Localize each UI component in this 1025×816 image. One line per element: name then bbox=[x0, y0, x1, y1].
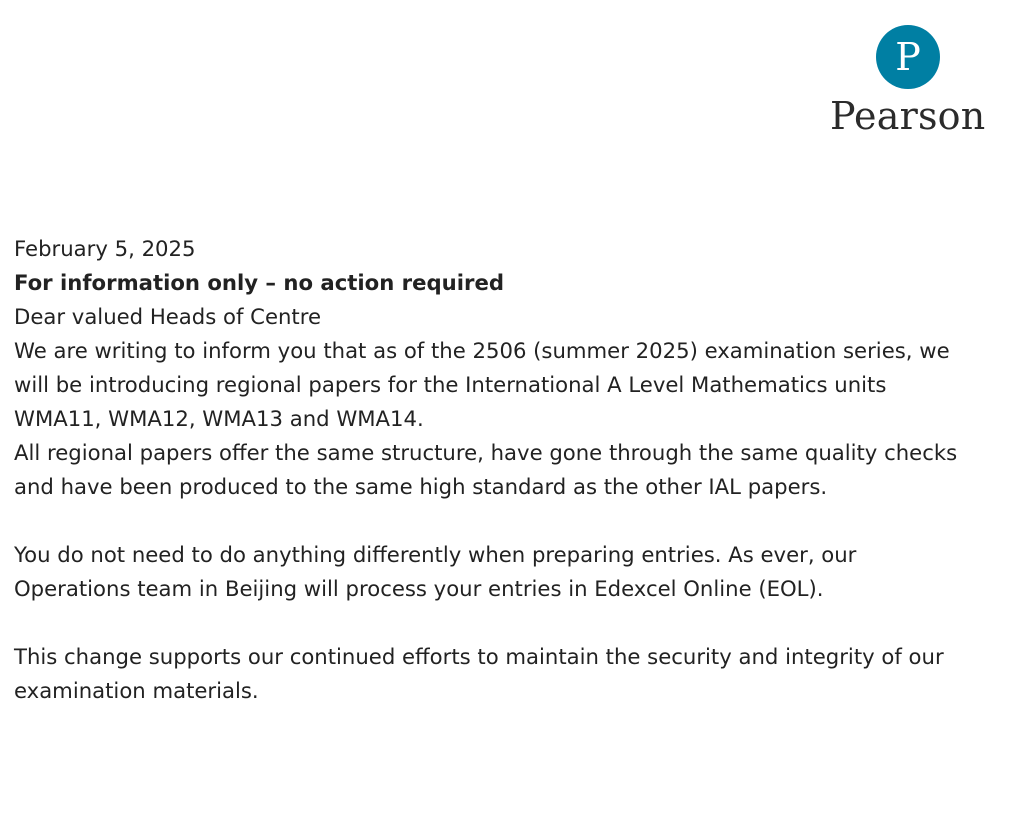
paragraph-security bbox=[14, 640, 1019, 708]
paragraph-line: and have been produced to the same high standard as the other IAL papers. bbox=[14, 474, 828, 499]
paragraph-entries bbox=[14, 538, 1019, 606]
paragraph-line: will be introducing regional papers for the International A Level Mathematics units bbox=[14, 372, 887, 397]
paragraph-quality bbox=[14, 436, 1019, 504]
salutation: Dear valued Heads of Centre bbox=[14, 304, 322, 329]
pearson-logo bbox=[830, 24, 990, 136]
logo-mark-letter: P bbox=[895, 35, 921, 79]
letter-body bbox=[14, 232, 1019, 708]
paragraph-line: We are writing to inform you that as of the 2506 (summer 2025) examination series, we bbox=[14, 338, 950, 363]
notice-heading: For information only – no action required bbox=[14, 270, 505, 295]
paragraph-line: You do not need to do anything differently when preparing entries. As ever, our bbox=[14, 542, 857, 567]
paragraph-line: All regional papers offer the same structure, have gone through the same quality checks bbox=[14, 440, 958, 465]
letter-date: February 5, 2025 bbox=[14, 236, 196, 261]
paragraph-line: Operations team in Beijing will process your entries in Edexcel Online (EOL). bbox=[14, 576, 824, 601]
logo-wordmark: Pearson bbox=[830, 94, 986, 138]
paragraph-line: WMA11, WMA12, WMA13 and WMA14. bbox=[14, 406, 424, 431]
paragraph-introduction bbox=[14, 334, 1019, 436]
pearson-mark-icon bbox=[875, 24, 941, 90]
paragraph-line: examination materials. bbox=[14, 678, 259, 703]
paragraph-line: This change supports our continued efforts to maintain the security and integrity of our bbox=[14, 644, 944, 669]
